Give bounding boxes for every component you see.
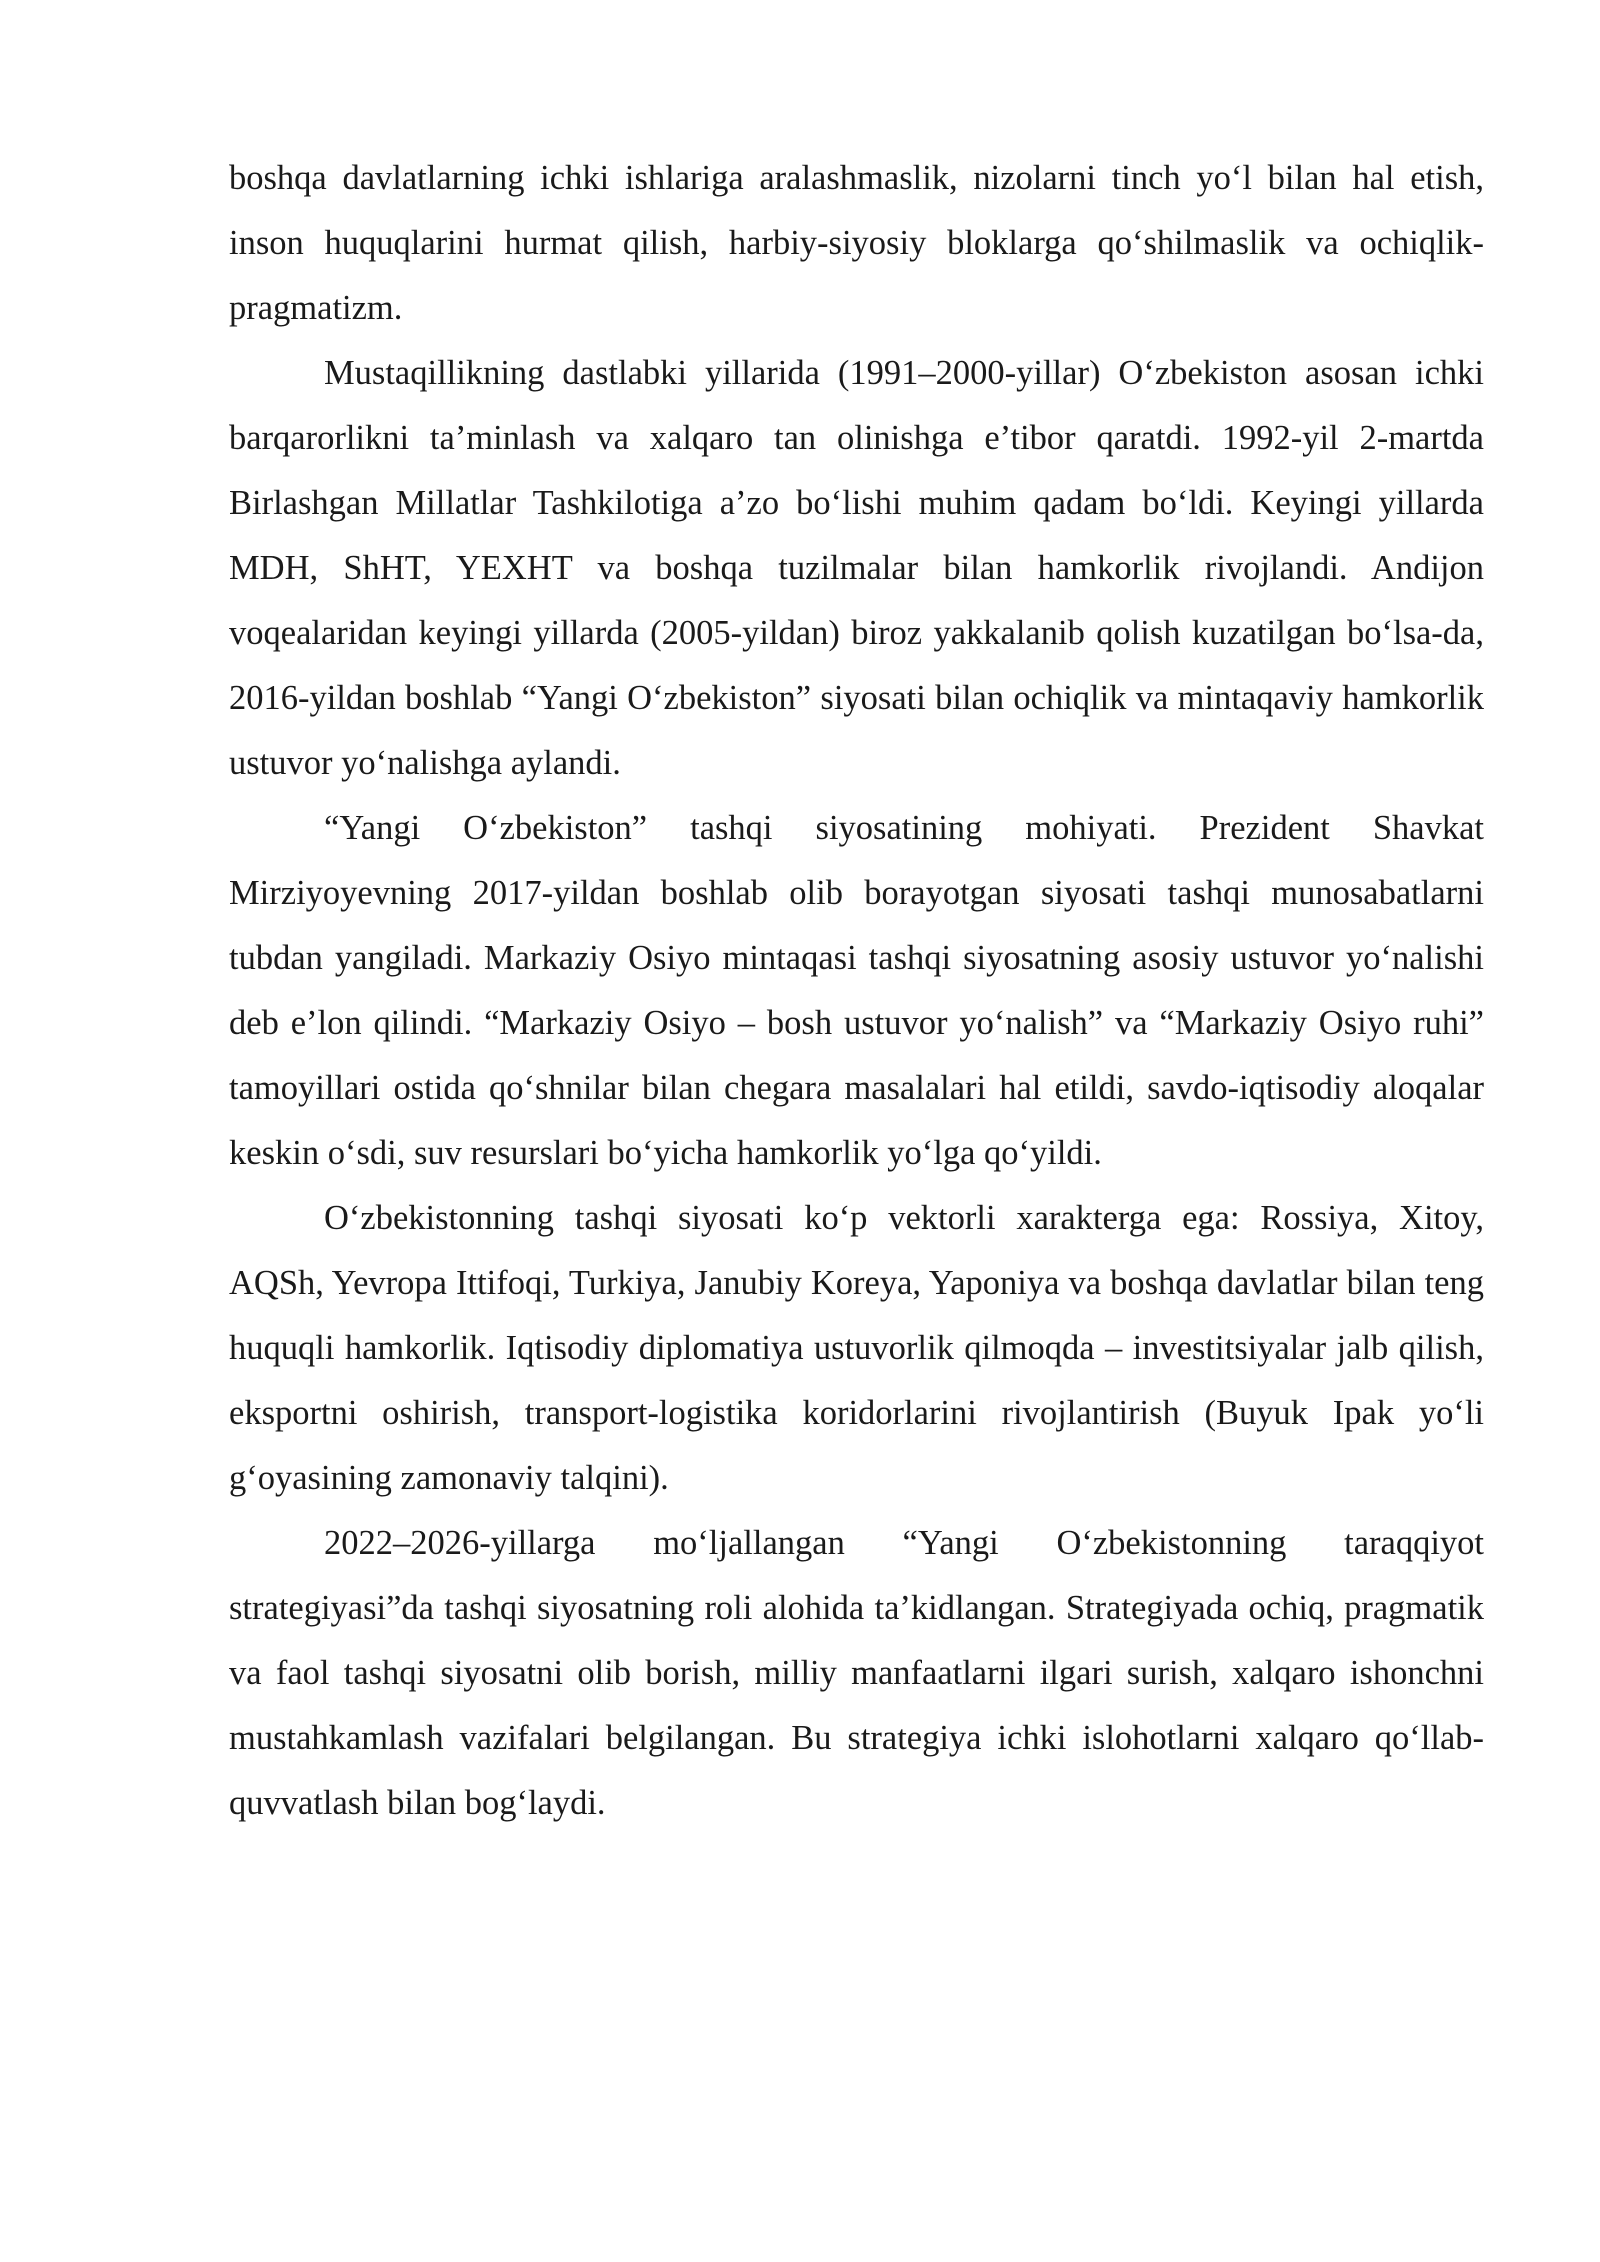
paragraph-new-uzbekistan-foreign-policy: “Yangi O‘zbekiston” tashqi siyosatining mohiyati. Prezident Shavkat Mirziyoyevning 2017-yildan boshlab olib borayotgan siyosati tashqi munosabatlarni tubdan yangiladi. Markaziy Osiyo mintaqasi tashqi siyosatning asosiy ustuvor yo‘nalishi deb e’lon qilindi. “Markaziy Osiyo – bosh ustuvor yo‘nalish” va “Markaziy Osiyo ruhi” tamoyillari ostida qo‘shnilar bilan chegara masalalari hal etildi, savdo-iqtisodiy aloqalar keskin o‘sdi, suv resurslari bo‘yicha hamkorlik yo‘lga qo‘yildi.	[229, 809, 1484, 1172]
paragraph-early-independence-years: Mustaqillikning dastlabki yillarida (1991–2000-yillar) O‘zbekiston asosan ichki barqarorlikni ta’minlash va xalqaro tan olinishga e’tibor qaratdi. 1992-yil 2-martda Birlashgan Millatlar Tashkilotiga a’zo bo‘lishi muhim qadam bo‘ldi. Keyingi yillarda MDH, ShHT, YEXHT va boshqa tuzilmalar bilan hamkorlik rivojlandi. Andijon voqealaridan keyingi yillarda (2005-yildan) biroz yakkalanib qolish kuzatilgan bo‘lsa-da, 2016-yildan boshlab “Yangi O‘zbekiston” siyosati bilan ochiqlik va mintaqaviy hamkorlik ustuvor yo‘nalishga aylandi.	[229, 354, 1484, 782]
document-body	[229, 146, 1484, 1836]
paragraph-continuation: boshqa davlatlarning ichki ishlariga aralashmaslik, nizolarni tinch yo‘l bilan hal etish, inson huquqlarini hurmat qilish, harbiy-siyosiy bloklarga qo‘shilmaslik va ochiqlik-pragmatizm.	[229, 159, 1484, 327]
paragraph-development-strategy: 2022–2026-yillarga mo‘ljallangan “Yangi O‘zbekistonning taraqqiyot strategiyasi”da tashqi siyosatning roli alohida ta’kidlangan. Strategiyada ochiq, pragmatik va faol tashqi siyosatni olib borish, milliy manfaatlarni ilgari surish, xalqaro ishonchni mustahkamlash vazifalari belgilangan. Bu strategiya ichki islohotlarni xalqaro qo‘llab-quvvatlash bilan bog‘laydi.	[229, 1524, 1484, 1822]
paragraph-multi-vector-policy: O‘zbekistonning tashqi siyosati ko‘p vektorli xarakterga ega: Rossiya, Xitoy, AQSh, Yevropa Ittifoqi, Turkiya, Janubiy Koreya, Yaponiya va boshqa davlatlar bilan teng huquqli hamkorlik. Iqtisodiy diplomatiya ustuvorlik qilmoqda – investitsiyalar jalb qilish, eksportni oshirish, transport-logistika koridorlarini rivojlantirish (Buyuk Ipak yo‘li g‘oyasining zamonaviy talqini).	[229, 1199, 1484, 1497]
